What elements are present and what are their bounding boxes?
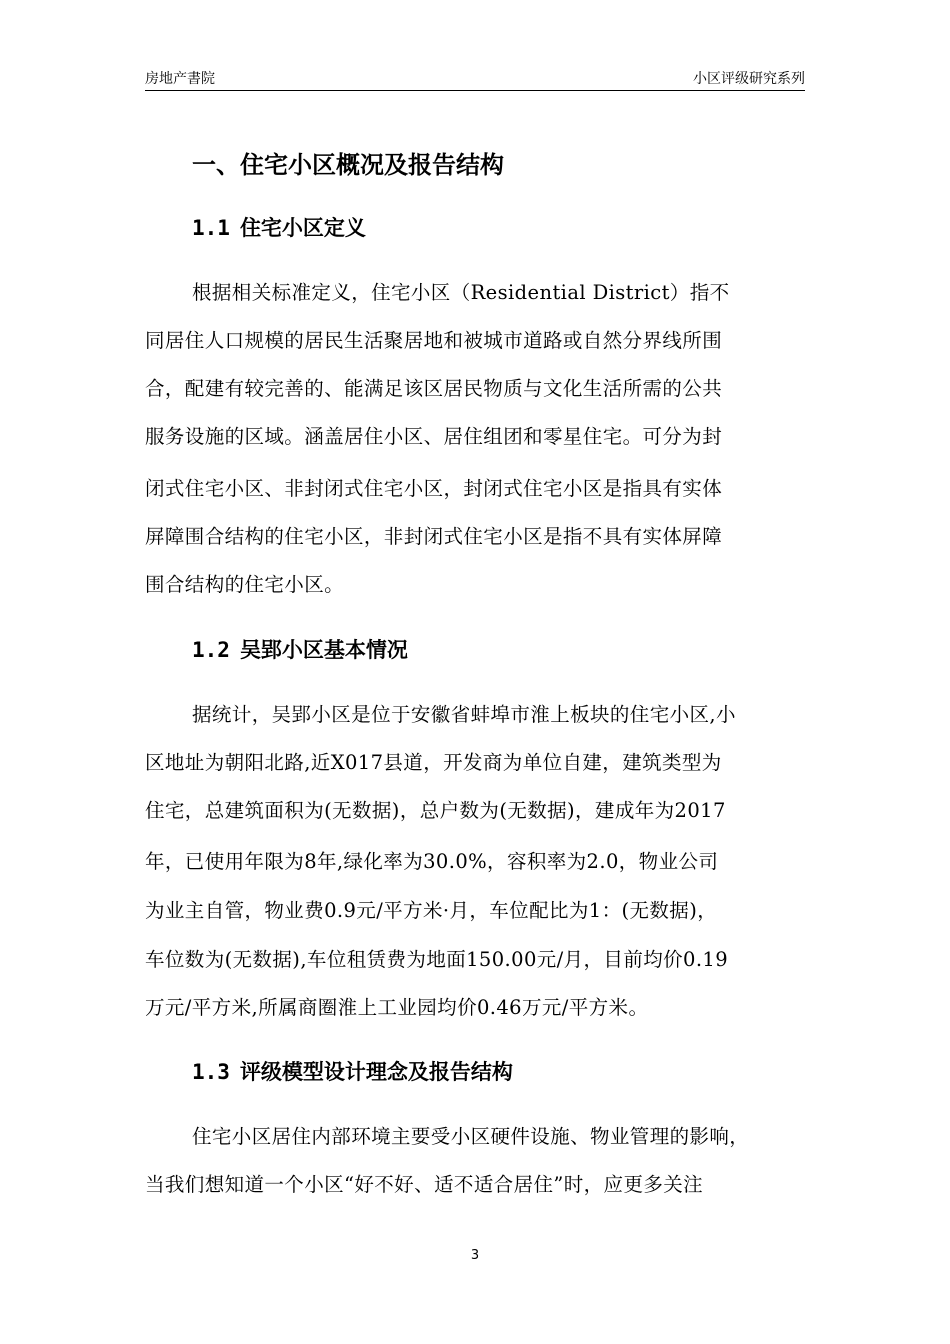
paragraph-line: 屏障围合结构的住宅小区，非封闭式住宅小区是指不具有实体屏障 [145, 525, 723, 548]
paragraph-line: 当我们想知道一个小区“好不好、适不适合居住”时，应更多关注 [145, 1173, 704, 1196]
chapter-title: 一、住宅小区概况及报告结构 [192, 151, 504, 179]
section-title: 吴郢小区基本情况 [239, 638, 408, 662]
page-header [145, 66, 805, 91]
paragraph-line: 围合结构的住宅小区。 [145, 573, 345, 596]
section-title: 住宅小区定义 [239, 216, 366, 240]
paragraph-line: 据统计，吴郢小区是位于安徽省蚌埠市淮上板块的住宅小区,小 [192, 703, 736, 726]
paragraph-line: 车位数为(无数据),车位租赁费为地面150.00元/月，目前均价0.19 [145, 948, 729, 971]
paragraph-line: 同居住人口规模的居民生活聚居地和被城市道路或自然分界线所围 [145, 329, 723, 352]
paragraph-line: 合，配建有较完善的、能满足该区居民物质与文化生活所需的公共 [145, 377, 723, 400]
section-heading-1-2 [192, 634, 408, 664]
paragraph-line: 闭式住宅小区、非封闭式住宅小区，封闭式住宅小区是指具有实体 [145, 477, 723, 500]
paragraph-line: 住宅小区居住内部环境主要受小区硬件设施、物业管理的影响， [192, 1125, 750, 1148]
paragraph-line: 根据相关标准定义，住宅小区（Residential District）指不 [192, 281, 730, 304]
section-title: 评级模型设计理念及报告结构 [239, 1060, 513, 1084]
paragraph-line: 服务设施的区域。涵盖居住小区、居住组团和零星住宅。可分为封 [145, 425, 723, 448]
section-heading-1-1 [192, 212, 366, 242]
header-publisher: 房地产書院 [145, 71, 215, 87]
section-number: 1.3 [192, 1060, 230, 1084]
paragraph-line: 为业主自管，物业费0.9元/平方米·月，车位配比为1：(无数据)， [145, 899, 718, 922]
paragraph-line: 住宅，总建筑面积为(无数据)，总户数为(无数据)，建成年为2017 [145, 799, 726, 822]
section-number: 1.1 [192, 216, 230, 240]
section-number: 1.2 [192, 638, 230, 662]
header-series: 小区评级研究系列 [693, 71, 805, 87]
page-number: 3 [470, 1248, 480, 1263]
section-heading-1-3 [192, 1056, 513, 1086]
paragraph-line: 万元/平方米,所属商圈淮上工业园均价0.46万元/平方米。 [145, 996, 649, 1019]
paragraph-line: 年，已使用年限为8年,绿化率为30.0%，容积率为2.0，物业公司 [145, 850, 719, 873]
paragraph-line: 区地址为朝阳北路,近X017县道，开发商为单位自建，建筑类型为 [145, 751, 722, 774]
